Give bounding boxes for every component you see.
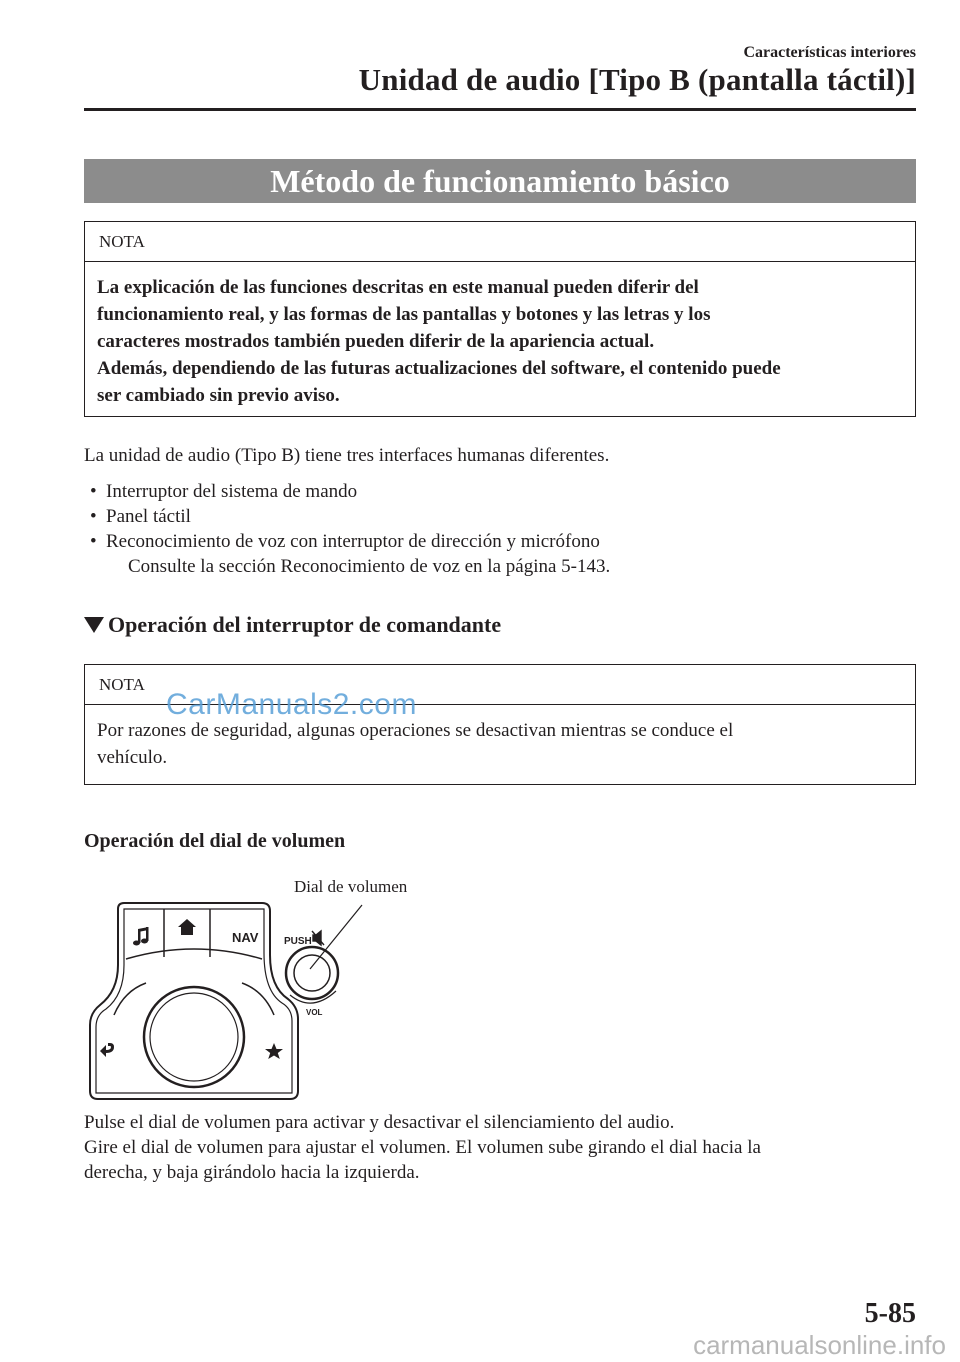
commander-switch-figure (84, 895, 434, 1105)
commander-knob (144, 987, 244, 1087)
note-heading: NOTA (85, 665, 915, 705)
section-banner: Método de funcionamiento básico (84, 159, 916, 203)
back-arrow-icon (100, 1043, 114, 1057)
bullet-glyph: • (90, 506, 97, 527)
bullet-glyph: • (90, 481, 97, 502)
note-box (84, 664, 916, 785)
bullet-glyph: • (90, 531, 97, 552)
note-box (84, 221, 916, 417)
note-line: caracteres mostrados también pueden diferir de la apariencia actual. (97, 331, 655, 352)
note-line: Por razones de seguridad, algunas operaciones se desactivan mientras se conduce el (97, 720, 734, 741)
note-line: funcionamiento real, y las formas de las pantallas y botones y las letras y los (97, 304, 711, 325)
note-line: La explicación de las funciones descritas en este manual pueden diferir del (97, 277, 699, 298)
intro-paragraph: La unidad de audio (Tipo B) tiene tres interfaces humanas diferentes. (84, 445, 610, 466)
home-icon (178, 919, 196, 935)
music-note-icon (133, 927, 149, 946)
running-chapter-title: Unidad de audio [Tipo B (pantalla táctil)] (358, 62, 916, 97)
page-number: 5-85 (864, 1298, 916, 1329)
footer-watermark: carmanualsonline.info (693, 1330, 946, 1360)
volume-dial-heading: Operación del dial de volumen (84, 830, 346, 852)
volume-dial-instructions (84, 1110, 914, 1185)
list-item: • Interruptor del sistema de mando (90, 481, 358, 502)
paragraph-line: Pulse el dial de volumen para activar y desactivar el silenciamiento del audio. (84, 1112, 675, 1133)
nav-button-label: NAV (232, 930, 259, 945)
note-body (85, 262, 915, 409)
interface-list (84, 479, 610, 579)
note-line: ser cambiado sin previo aviso. (97, 385, 340, 406)
paragraph-line: Gire el dial de volumen para ajustar el volumen. El volumen sube girando el dial hacia la (84, 1137, 761, 1158)
mute-icon (312, 931, 324, 945)
watermark: CarManuals2.com (166, 688, 417, 721)
subsection-heading: Operación del interruptor de comandante (84, 612, 501, 638)
list-item: • Reconocimiento de voz con interruptor de dirección y micrófono Consulte la sección Reconocimiento de voz en la página 5-143. (90, 531, 611, 577)
note-line: vehículo. (97, 747, 168, 768)
header-divider (84, 108, 916, 111)
running-section-title: Características interiores (743, 44, 916, 61)
triangle-marker-icon (84, 617, 104, 633)
note-heading: NOTA (85, 222, 915, 262)
push-label: PUSH (284, 936, 312, 947)
favorite-star-icon (265, 1043, 283, 1059)
list-item: • Panel táctil (90, 506, 191, 527)
note-line: Además, dependiendo de las futuras actualizaciones del software, el contenido puede (97, 358, 781, 379)
vol-label: VOL (306, 1008, 323, 1017)
figure-callout-label: Dial de volumen (294, 877, 408, 896)
paragraph-line: derecha, y baja girándolo hacia la izquierda. (84, 1162, 420, 1183)
list-item-subtext: Consulte la sección Reconocimiento de voz en la página 5-143. (128, 556, 611, 577)
